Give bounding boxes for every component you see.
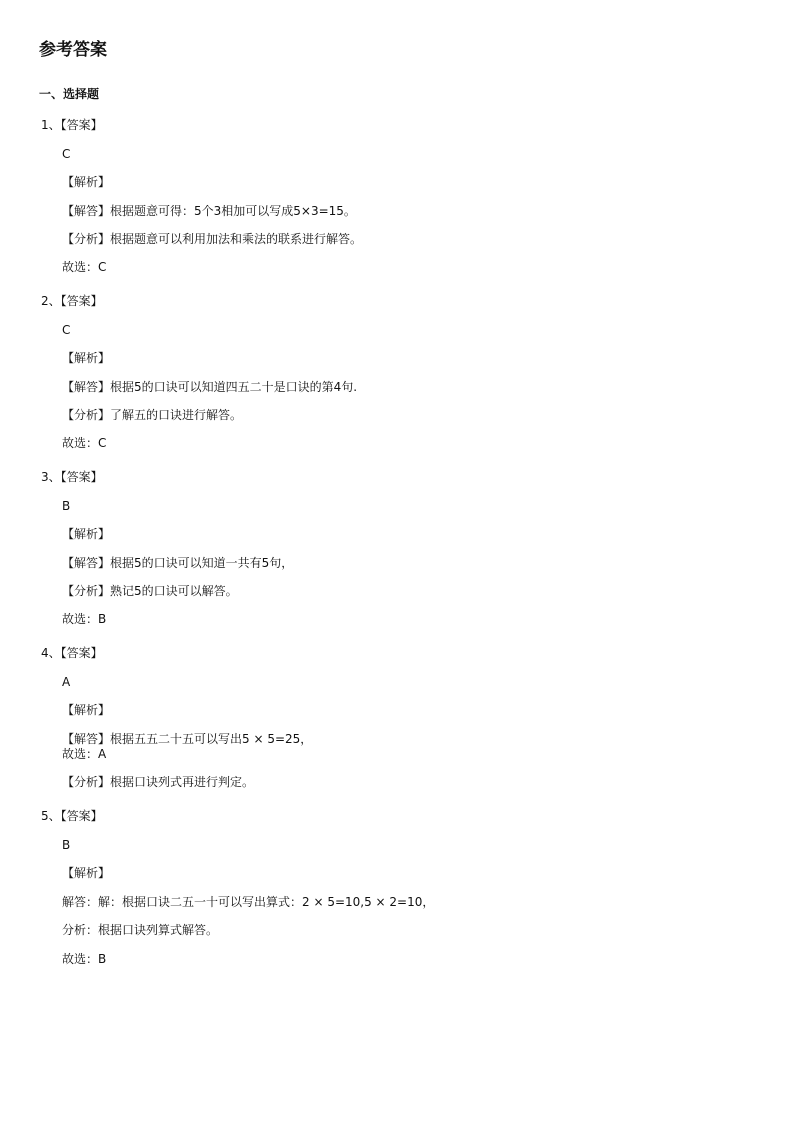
choice-text: 故选：A bbox=[62, 747, 107, 761]
choice-text: 故选：B bbox=[62, 952, 107, 966]
analysis-label: 【解析】 bbox=[62, 527, 111, 541]
solution-text: 【解答】根据题意可得：5个3相加可以写成5×3=15。 bbox=[62, 204, 356, 218]
choice-text: 故选：C bbox=[62, 436, 107, 450]
answer-value: A bbox=[62, 675, 71, 689]
solution-text: 【解答】根据五五二十五可以写出5 × 5=25， bbox=[62, 732, 313, 746]
analysis-label: 【解析】 bbox=[62, 866, 111, 880]
question-label: 5、【答案】 bbox=[41, 809, 103, 823]
answer-value: B bbox=[62, 499, 71, 513]
analysis-label: 【解析】 bbox=[62, 703, 111, 717]
choice-text: 故选：B bbox=[62, 612, 107, 626]
solution-text: 解答：解：根据口诀二五一十可以写出算式：2 × 5=10,5 × 2=10， bbox=[62, 895, 435, 909]
reasoning-text: 【分析】根据题意可以利用加法和乘法的联系进行解答。 bbox=[62, 232, 363, 246]
question-label: 1、【答案】 bbox=[41, 118, 103, 132]
question-label: 4、【答案】 bbox=[41, 646, 103, 660]
answer-value: C bbox=[62, 147, 71, 161]
analysis-label: 【解析】 bbox=[62, 351, 111, 365]
question-label: 2、【答案】 bbox=[41, 294, 103, 308]
reasoning-text: 【分析】根据口诀列式再进行判定。 bbox=[62, 775, 255, 789]
answer-value: B bbox=[62, 838, 71, 852]
reasoning-text: 分析：根据口诀列算式解答。 bbox=[62, 923, 219, 937]
page-title: 参考答案 bbox=[39, 40, 107, 60]
reasoning-text: 【分析】熟记5的口诀可以解答。 bbox=[62, 584, 238, 598]
choice-text: 故选：C bbox=[62, 260, 107, 274]
section-heading: 一、选择题 bbox=[39, 87, 100, 101]
solution-text: 【解答】根据5的口诀可以知道四五二十是口诀的第4句. bbox=[62, 380, 358, 394]
reasoning-text: 【分析】了解五的口诀进行解答。 bbox=[62, 408, 243, 422]
analysis-label: 【解析】 bbox=[62, 175, 111, 189]
solution-text: 【解答】根据5的口诀可以知道一共有5句， bbox=[62, 556, 294, 570]
question-label: 3、【答案】 bbox=[41, 470, 103, 484]
answer-value: C bbox=[62, 323, 71, 337]
